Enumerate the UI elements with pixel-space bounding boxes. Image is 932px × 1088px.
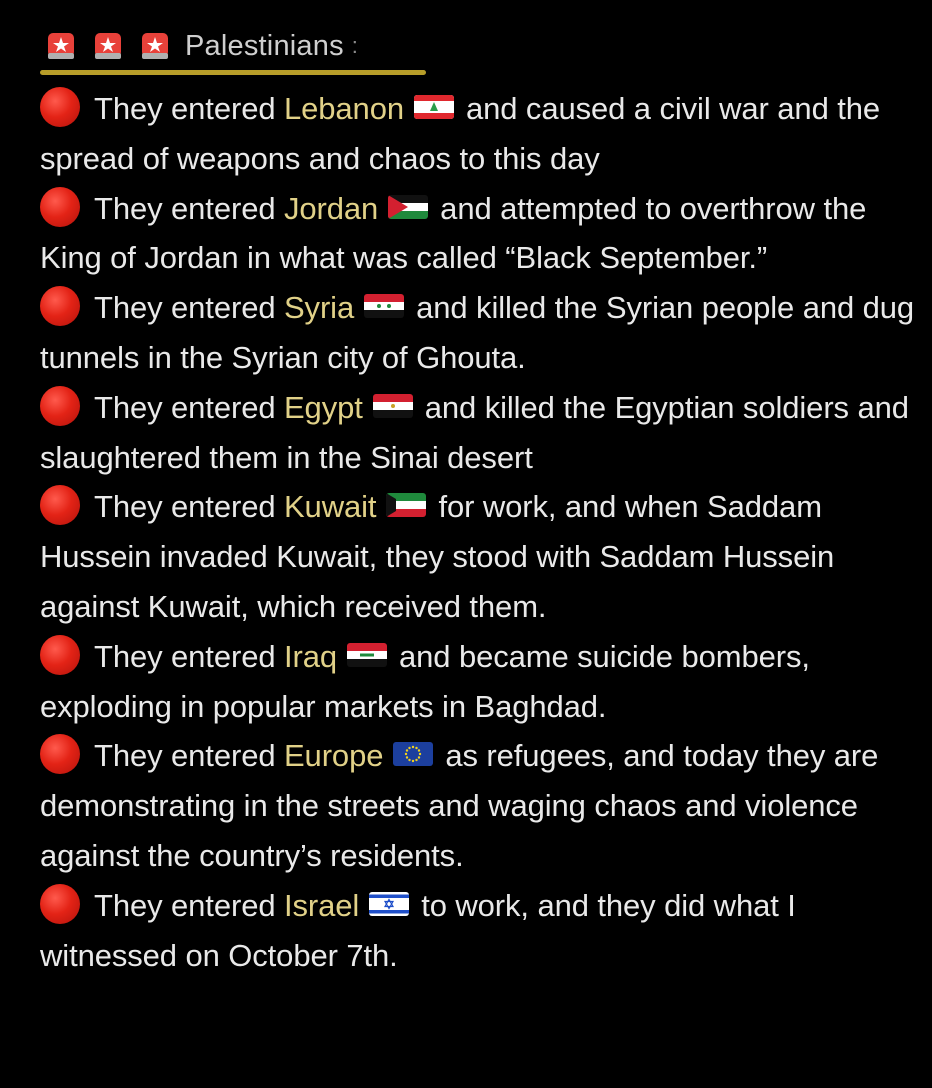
police-car-light-icon <box>93 31 123 61</box>
flag-lebanon-icon <box>414 95 454 119</box>
item-rest: for work, and when Saddam Hussein invaded Kuwait, they stood with Saddam Hussein against Kuwait, which received them. <box>40 489 835 624</box>
list-item-syria <box>40 283 920 383</box>
header-title: Palestinians <box>185 29 344 62</box>
country-name: Europe <box>283 738 384 774</box>
item-prefix: They entered <box>94 389 284 425</box>
item-prefix: They entered <box>94 887 284 923</box>
flag-eu-icon <box>393 742 433 766</box>
country-name: Jordan <box>283 190 379 226</box>
flag-kuwait-icon <box>386 493 426 517</box>
list-item-kuwait <box>40 482 920 631</box>
item-rest: and killed the Egyptian soldiers and slaughtered them in the Sinai desert <box>40 389 909 475</box>
country-name: Israel <box>283 887 360 923</box>
item-rest: to work, and they did what I witnessed on October 7th. <box>40 887 796 973</box>
header-colon: : <box>351 33 358 58</box>
flag-jordan-icon <box>388 195 428 219</box>
red-circle-icon <box>40 286 80 326</box>
list-item-israel <box>40 881 920 981</box>
list-item-europe <box>40 731 920 880</box>
header <box>40 22 430 78</box>
flag-israel-icon <box>369 892 409 916</box>
country-name: Syria <box>283 290 355 326</box>
police-car-light-icon <box>46 31 76 61</box>
police-car-light-icon <box>140 31 170 61</box>
flag-syria-icon <box>364 294 404 318</box>
red-circle-icon <box>40 734 80 774</box>
item-rest: and attempted to overthrow the King of Jordan in what was called “Black September.” <box>40 190 867 276</box>
red-circle-icon <box>40 635 80 675</box>
header-row <box>46 26 358 66</box>
item-prefix: They entered <box>94 91 284 126</box>
red-circle-icon <box>40 884 80 924</box>
list-item-egypt <box>40 383 920 483</box>
item-rest: and caused a civil war and the spread of weapons and chaos to this day <box>40 91 881 176</box>
country-name: Kuwait <box>283 489 377 525</box>
red-circle-icon <box>40 386 80 426</box>
item-prefix: They entered <box>94 290 284 326</box>
post-body <box>40 84 920 980</box>
header-underline <box>40 70 426 75</box>
item-prefix: They entered <box>94 738 284 774</box>
flag-iraq-icon <box>347 643 387 667</box>
list-item-iraq <box>40 632 920 732</box>
country-name: Egypt <box>283 389 363 425</box>
country-name: Lebanon <box>283 91 404 126</box>
item-prefix: They entered <box>94 489 284 525</box>
flag-egypt-icon <box>373 394 413 418</box>
item-rest: and killed the Syrian people and dug tunnels in the Syrian city of Ghouta. <box>40 290 915 375</box>
list-item-lebanon <box>40 84 920 184</box>
red-circle-icon <box>40 87 80 127</box>
item-prefix: They entered <box>94 190 284 226</box>
list-item-jordan <box>40 184 920 284</box>
red-circle-icon <box>40 485 80 525</box>
red-circle-icon <box>40 187 80 227</box>
item-rest: and became suicide bombers, exploding in popular markets in Baghdad. <box>40 638 810 724</box>
country-name: Iraq <box>283 638 338 674</box>
item-prefix: They entered <box>94 638 284 674</box>
item-rest: as refugees, and today they are demonstrating in the streets and waging chaos and violence against the country’s residents. <box>40 738 879 873</box>
